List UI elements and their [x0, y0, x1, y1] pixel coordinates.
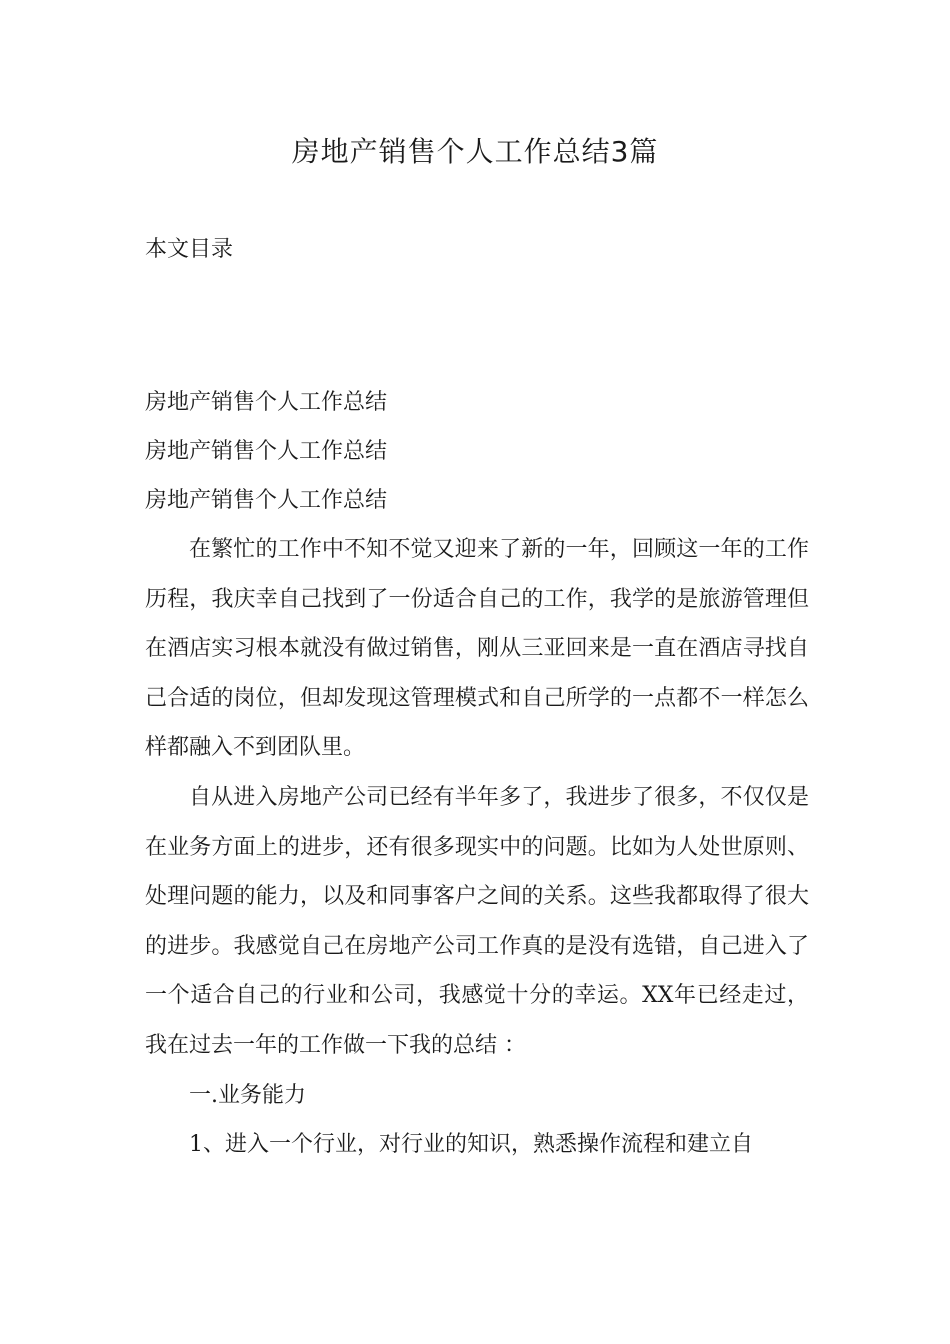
section-heading: 一.业务能力 [189, 1082, 306, 1108]
toc-item[interactable]: 房地产销售个人工作总结 [145, 390, 388, 415]
body-paragraph: 1、进入一个行业，对行业的知识，熟悉操作流程和建立自 [189, 1132, 753, 1158]
toc-heading: 本文目录 [145, 237, 234, 262]
toc-item[interactable]: 房地产销售个人工作总结 [145, 488, 388, 513]
table-of-contents [145, 378, 387, 525]
toc-item[interactable]: 房地产销售个人工作总结 [145, 439, 388, 464]
body-paragraph: 在繁忙的工作中不知不觉又迎来了新的一年，回顾这一年的工作历程，我庆幸自己找到了一份适合自己的工作，我学的是旅游管理但在酒店实习根本就没有做过销售，刚从三亚回来是一直在酒店寻找自己合适的岗位，但却发现这管理模式和自己所学的一点都不一样怎么样都融入不到团队里。 [145, 537, 809, 761]
document-body [145, 525, 809, 1170]
document-title: 房地产销售个人工作总结3篇 [291, 135, 659, 168]
body-paragraph: 自从进入房地产公司已经有半年多了，我进步了很多，不仅仅是在业务方面上的进步，还有很多现实中的问题。比如为人处世原则、处理问题的能力，以及和同事客户之间的关系。这些我都取得了很大的进步。我感觉自己在房地产公司工作真的是没有选错，自己进入了一个适合自己的行业和公司，我感觉十分的幸运。XX年已经走过，我在过去一年的工作做一下我的总结 ： [145, 784, 809, 1058]
